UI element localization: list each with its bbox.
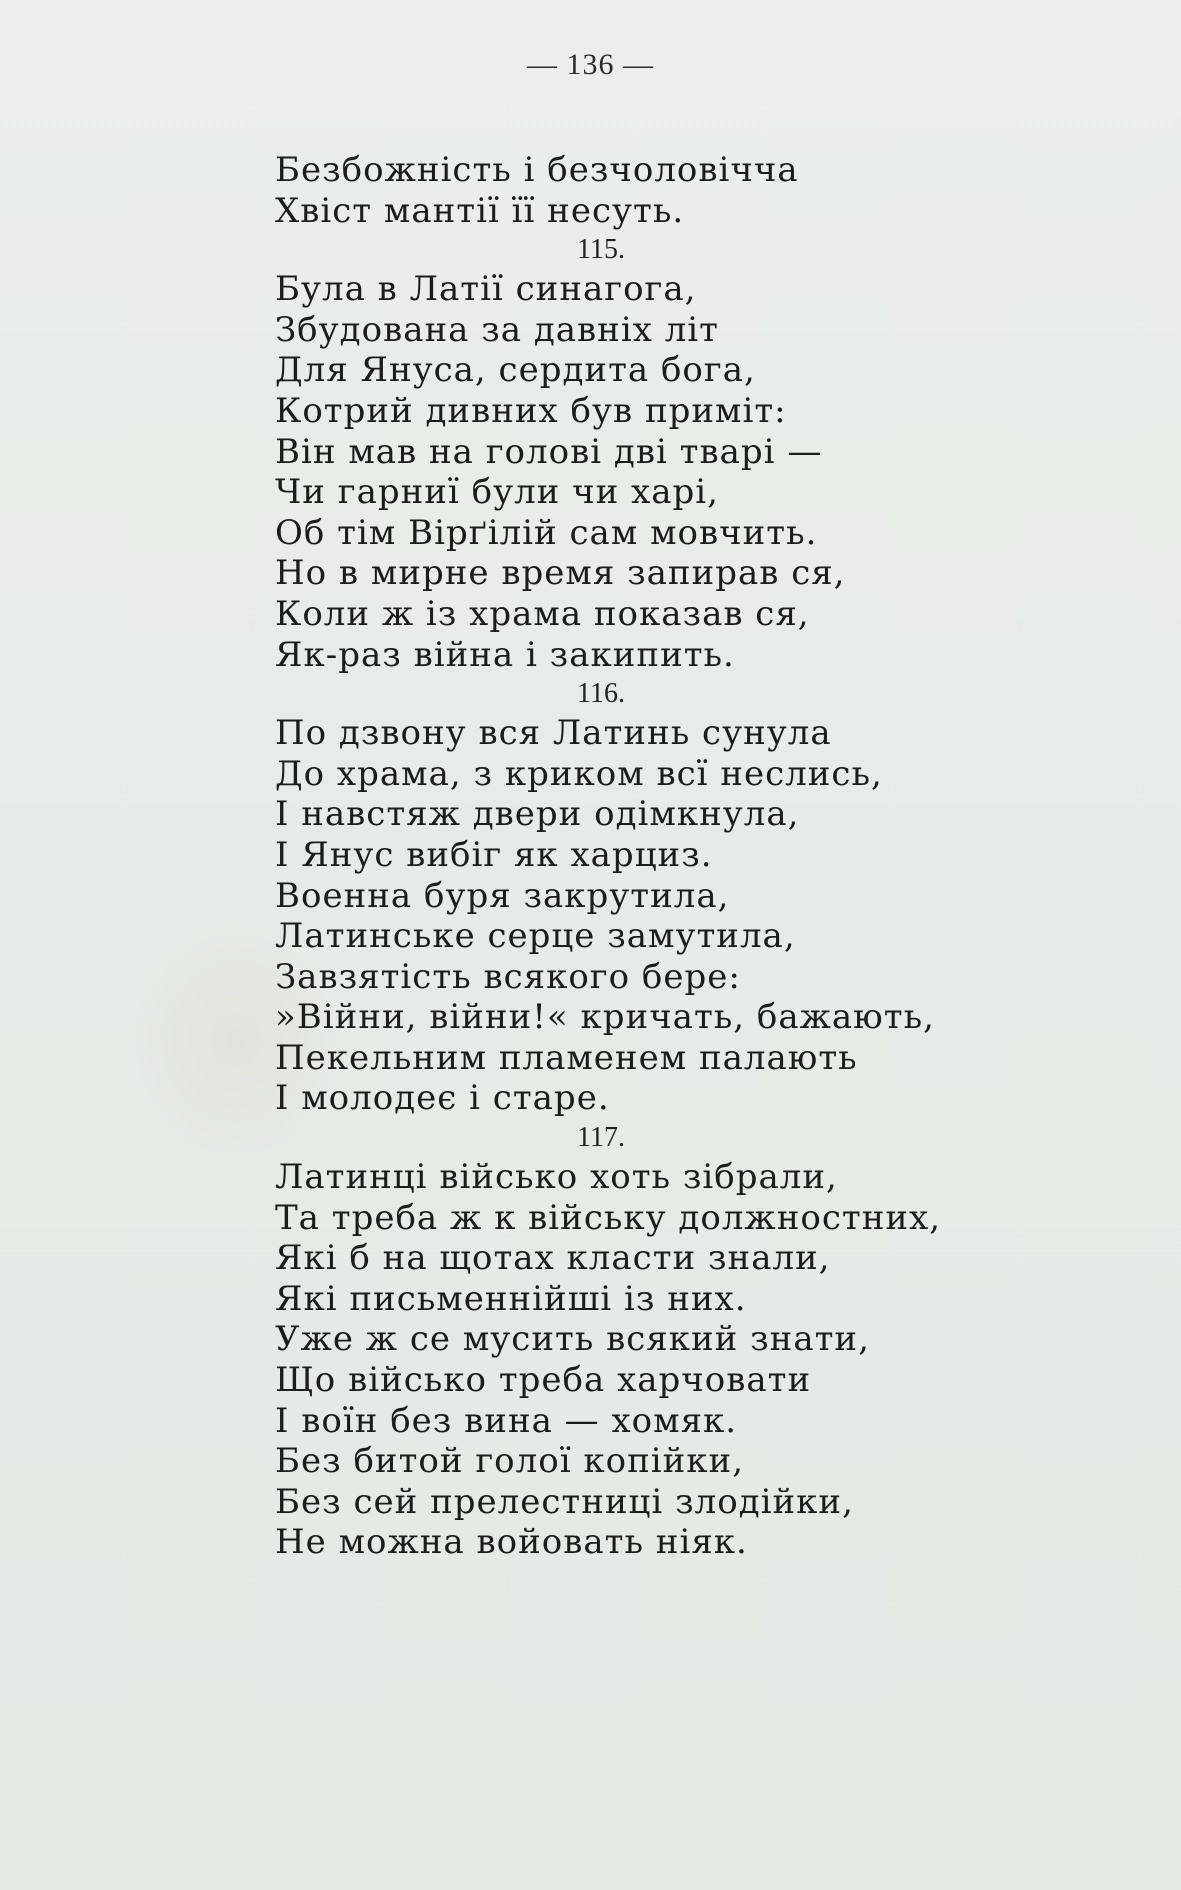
stanza-number: 117. xyxy=(577,1122,625,1154)
poem-line: Що військо треба харчовати xyxy=(275,1360,812,1401)
poem-line: Латинське серце замутила, xyxy=(275,916,796,957)
stanza-number: 116. xyxy=(577,678,625,710)
poem-line: Які письменнійші із них. xyxy=(275,1278,747,1319)
poem-line: Завзятість всякого бере: xyxy=(275,956,741,997)
poem-line: Чи гарниї були чи харі, xyxy=(275,472,719,513)
poem-line: Хвіст мантії її несуть. xyxy=(275,190,685,231)
poem-line: Як-раз війна і закипить. xyxy=(275,634,735,675)
poem-line: Не можна войовать ніяк. xyxy=(275,1522,748,1563)
poem-line: Но в мирне время запирав ся, xyxy=(275,553,846,594)
poem-line: Без битой голої копійки, xyxy=(275,1441,745,1482)
poem-line: Для Януса, сердита бога, xyxy=(275,350,756,391)
poem-line: »Війни, війни!« кричать, бажають, xyxy=(275,997,935,1038)
poem-line: Военна буря закрутила, xyxy=(275,875,730,916)
poem-line: По дзвону вся Латинь сунула xyxy=(275,713,832,754)
poem-line: І молодеє і старе. xyxy=(275,1078,610,1119)
poem-line: Безбожність і безчоловічча xyxy=(275,150,799,190)
stanza-number: 115. xyxy=(577,234,625,266)
poem-line: І воїн без вина — хомяк. xyxy=(275,1400,738,1441)
poem-line: Та треба ж к війську должностних, xyxy=(275,1197,942,1238)
poem-line: Латинці військо хоть зібрали, xyxy=(275,1157,838,1198)
poem-line: Котрий дивних був приміт: xyxy=(275,390,787,431)
poem-line: І навстяж двери одімкнула, xyxy=(275,794,800,835)
poem-line: Коли ж із храма показав ся, xyxy=(275,593,810,634)
page-number: — 136 — xyxy=(527,48,654,81)
poem-line: Він мав на голові дві тварі — xyxy=(275,431,823,472)
poem-line: До храма, з криком всї неслись, xyxy=(275,753,883,794)
poem-line: Об тім Вірґілій сам мовчить. xyxy=(275,512,818,553)
poem-line: Була в Латії синагога, xyxy=(275,269,697,310)
poem-text xyxy=(275,150,1035,1563)
poem-line: Уже ж се мусить всякий знати, xyxy=(275,1319,870,1360)
poem-line: Пекельним пламенем палають xyxy=(275,1037,858,1078)
poem-line: Які б на щотах класти знали, xyxy=(275,1238,831,1279)
poem-line: Без сей прелестниці злодійки, xyxy=(275,1481,854,1522)
poem-line: І Янус вибіг як харциз. xyxy=(275,834,713,875)
poem-line: Збудована за давніх літ xyxy=(275,309,719,350)
